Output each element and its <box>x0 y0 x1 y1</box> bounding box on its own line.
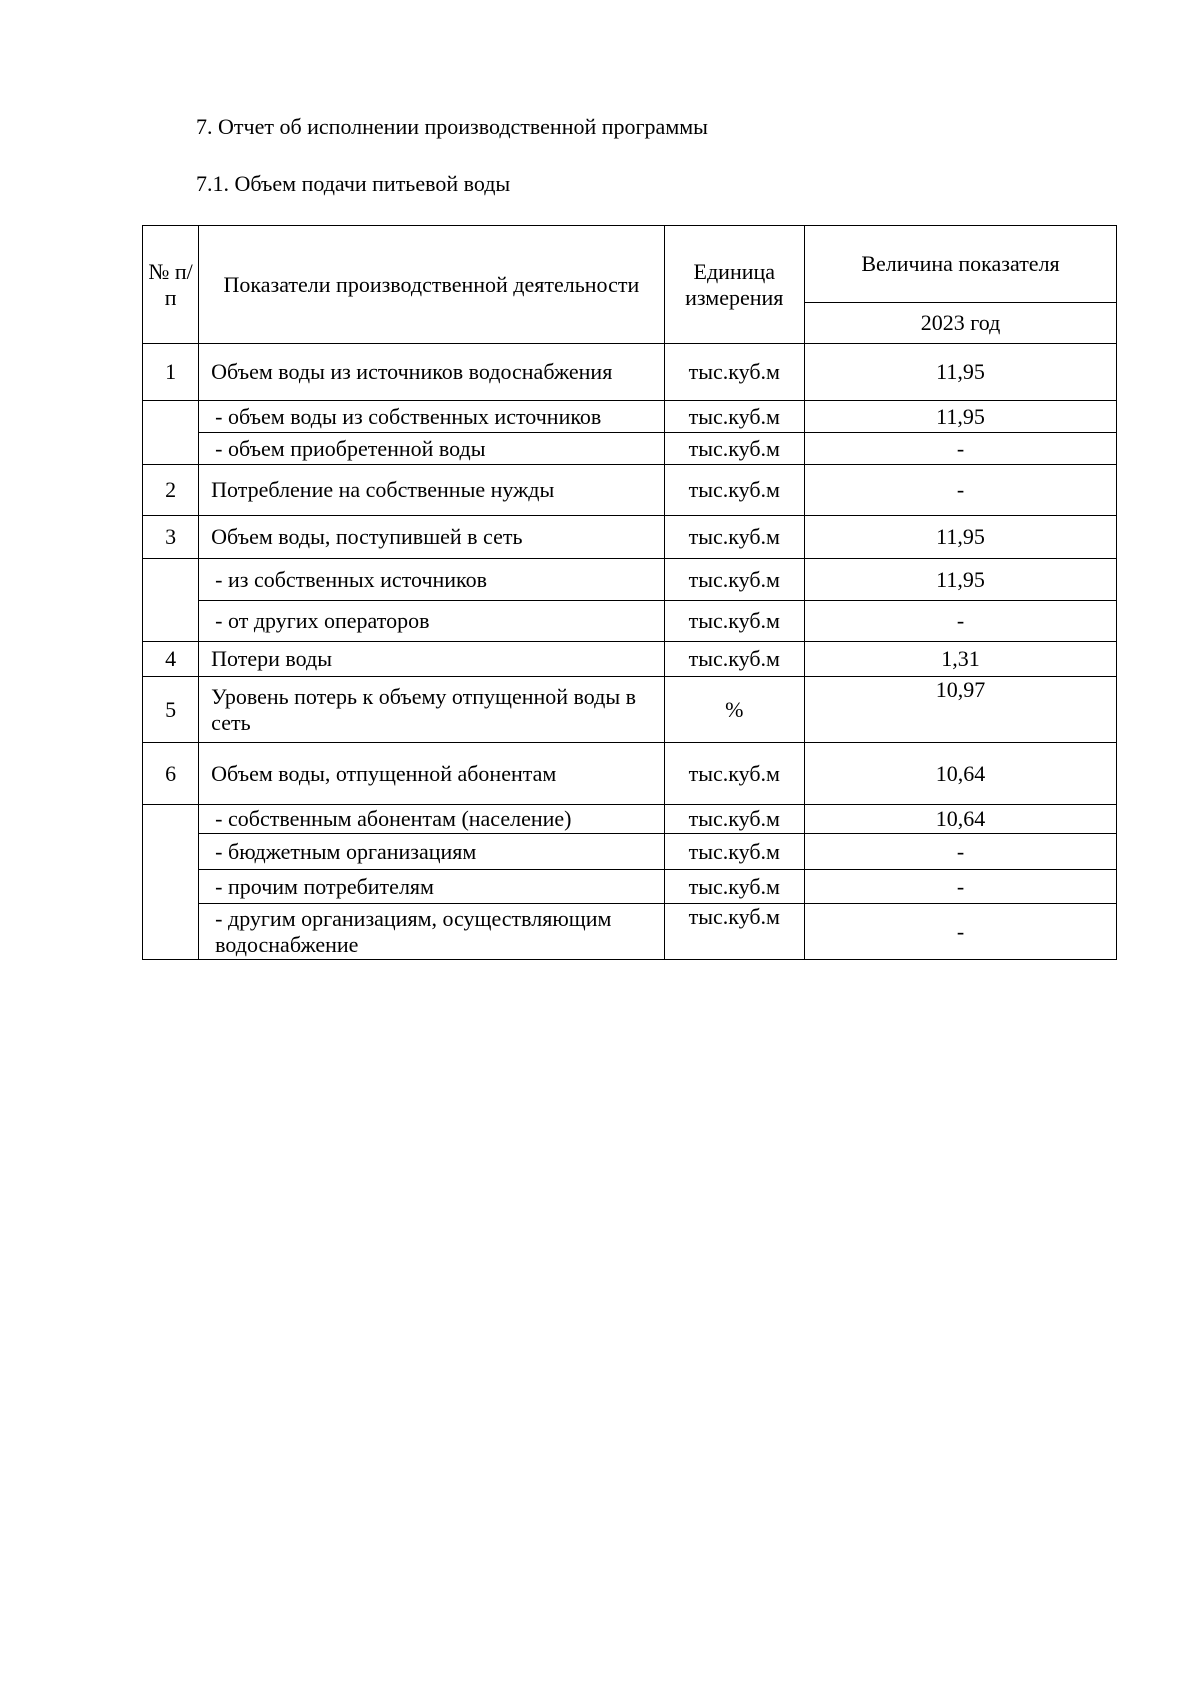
row-value: 11,95 <box>805 344 1117 401</box>
row-unit: % <box>664 677 804 743</box>
row-num: 4 <box>143 642 199 677</box>
row-num: 1 <box>143 344 199 401</box>
row-name: - объем приобретенной воды <box>199 433 664 465</box>
production-program-table <box>142 225 1117 960</box>
row-unit: тыс.куб.м <box>664 344 804 401</box>
row-unit: тыс.куб.м <box>664 904 804 960</box>
table-row <box>143 834 1117 870</box>
row-value: 10,64 <box>805 743 1117 805</box>
row-value: - <box>805 834 1117 870</box>
row-value: 1,31 <box>805 642 1117 677</box>
row-num <box>143 559 199 642</box>
row-num <box>143 401 199 465</box>
row-unit: тыс.куб.м <box>664 465 804 516</box>
row-unit: тыс.куб.м <box>664 601 804 642</box>
row-name: - из собственных источников <box>199 559 664 601</box>
row-name: - бюджетным организациям <box>199 834 664 870</box>
row-unit: тыс.куб.м <box>664 559 804 601</box>
row-value: - <box>805 465 1117 516</box>
table-row <box>143 805 1117 834</box>
row-name: - собственным абонентам (население) <box>199 805 664 834</box>
row-name: Объем воды, поступившей в сеть <box>199 516 664 559</box>
table-row <box>143 870 1117 904</box>
row-name: Объем воды, отпущенной абонентам <box>199 743 664 805</box>
row-name: Объем воды из источников водоснабжения <box>199 344 664 401</box>
header-year: 2023 год <box>805 303 1117 344</box>
row-name: - другим организациям, осуществляющим водоснабжение <box>199 904 664 960</box>
row-num: 3 <box>143 516 199 559</box>
table-row <box>143 433 1117 465</box>
header-indicator: Показатели производственной деятельности <box>199 226 664 344</box>
header-value: Величина показателя <box>805 226 1117 303</box>
row-unit: тыс.куб.м <box>664 743 804 805</box>
row-value: 10,97 <box>805 677 1117 743</box>
row-value: - <box>805 870 1117 904</box>
row-value: - <box>805 601 1117 642</box>
row-name: - от других операторов <box>199 601 664 642</box>
row-unit: тыс.куб.м <box>664 516 804 559</box>
table-row <box>143 559 1117 601</box>
row-value: 10,64 <box>805 805 1117 834</box>
row-name: Потери воды <box>199 642 664 677</box>
table-row <box>143 743 1117 805</box>
row-value: 11,95 <box>805 516 1117 559</box>
row-unit: тыс.куб.м <box>664 433 804 465</box>
row-num: 6 <box>143 743 199 805</box>
table-row <box>143 465 1117 516</box>
table-row <box>143 344 1117 401</box>
table-row <box>143 642 1117 677</box>
row-num: 5 <box>143 677 199 743</box>
table-row <box>143 677 1117 743</box>
row-value: 11,95 <box>805 559 1117 601</box>
row-unit: тыс.куб.м <box>664 834 804 870</box>
section-title: 7. Отчет об исполнении производственной программы <box>196 114 708 139</box>
table-row <box>143 401 1117 433</box>
table-row <box>143 601 1117 642</box>
row-unit: тыс.куб.м <box>664 870 804 904</box>
row-name: - прочим потребителям <box>199 870 664 904</box>
subsection-title: 7.1. Объем подачи питьевой воды <box>196 171 511 196</box>
row-unit: тыс.куб.м <box>664 642 804 677</box>
row-unit: тыс.куб.м <box>664 401 804 433</box>
header-num: № п/п <box>143 226 199 344</box>
row-name: Уровень потерь к объему отпущенной воды в сеть <box>199 677 664 743</box>
row-unit: тыс.куб.м <box>664 805 804 834</box>
row-value: - <box>805 433 1117 465</box>
row-name: - объем воды из собственных источников <box>199 401 664 433</box>
row-value: - <box>805 904 1117 960</box>
table-row <box>143 904 1117 960</box>
row-name: Потребление на собственные нужды <box>199 465 664 516</box>
row-num: 2 <box>143 465 199 516</box>
header-unit: Единица измерения <box>664 226 804 344</box>
table-row <box>143 516 1117 559</box>
row-value: 11,95 <box>805 401 1117 433</box>
row-num <box>143 805 199 960</box>
